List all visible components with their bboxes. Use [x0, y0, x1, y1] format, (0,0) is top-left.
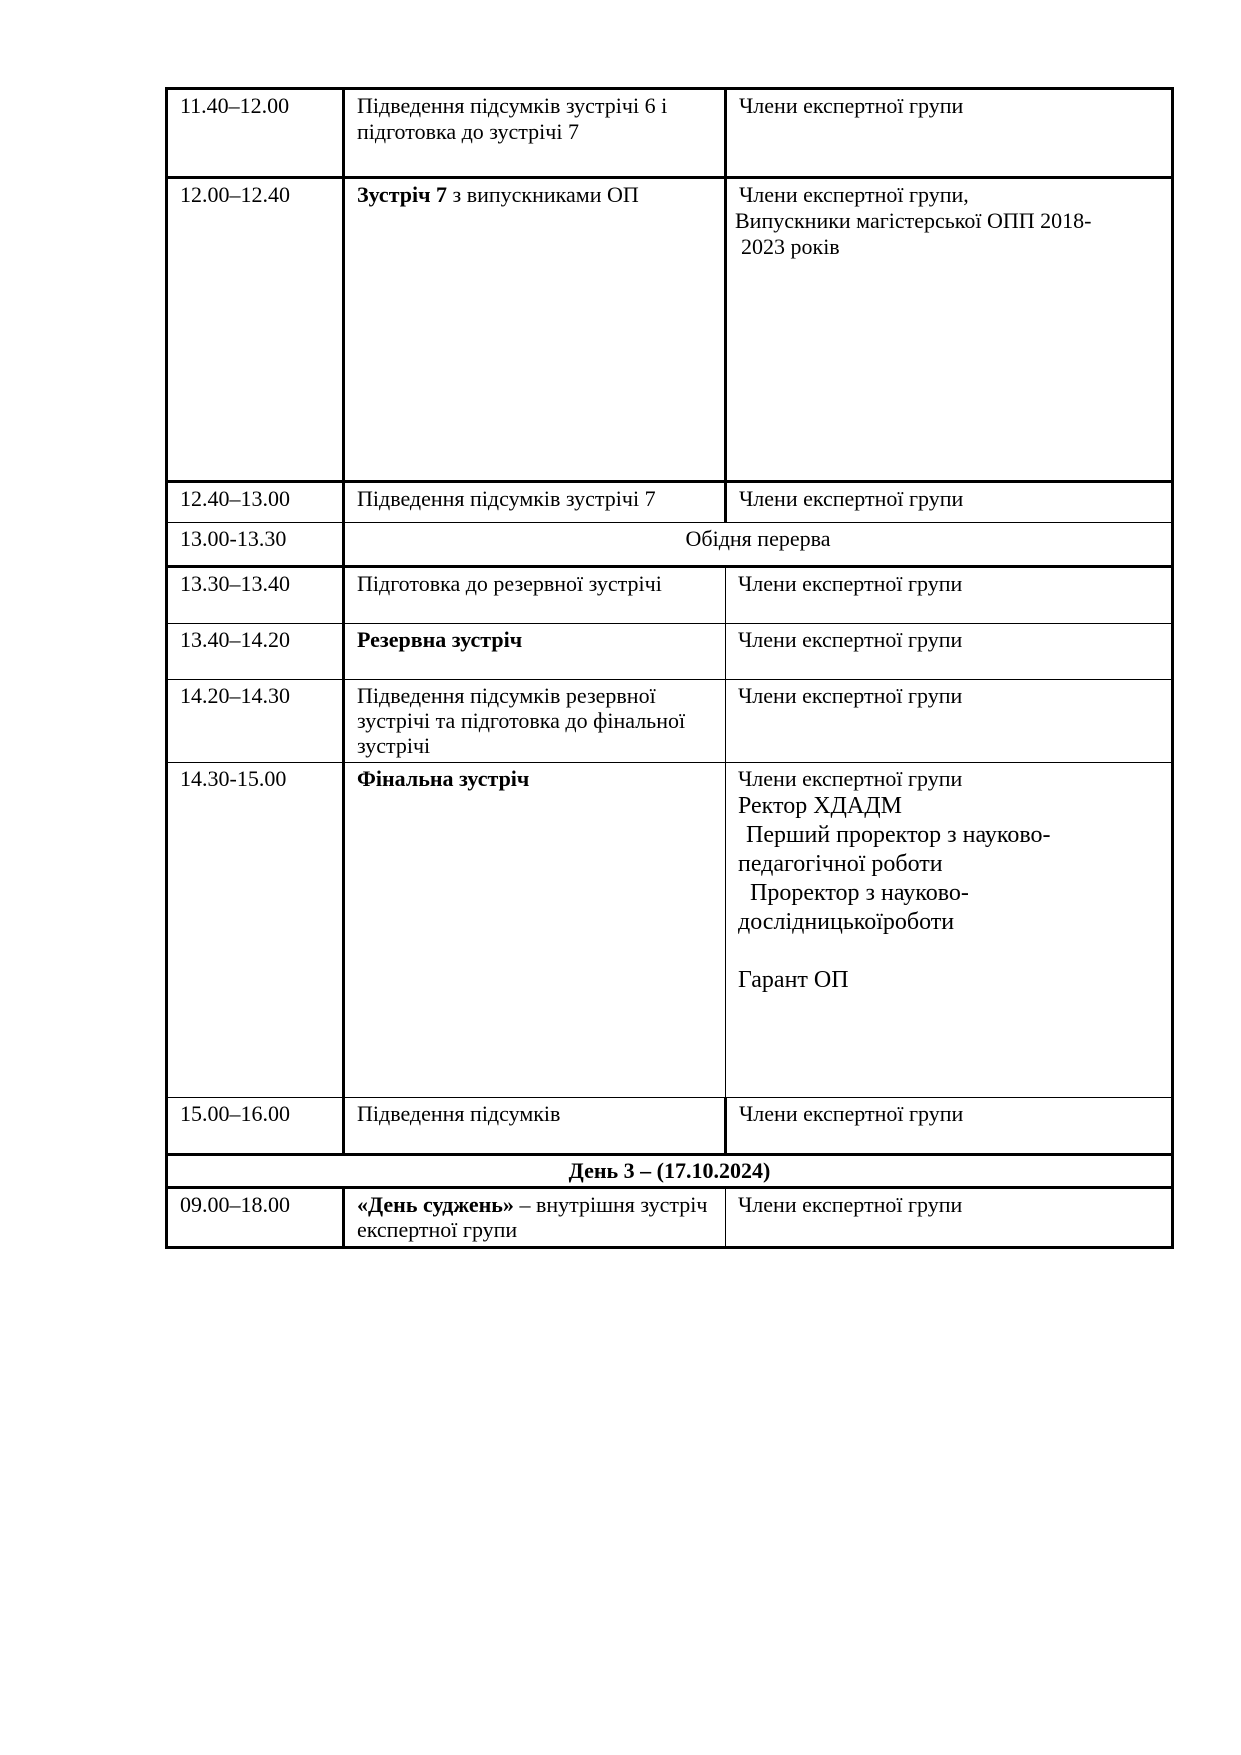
time-cell: 11.40–12.00 — [167, 89, 344, 178]
activity-cell: Підведення підсумків резервної зустрічі та підготовка до фінальної зустрічі — [344, 680, 726, 763]
day-header-row — [167, 1155, 1173, 1188]
activity-cell — [344, 178, 726, 482]
participants-line: Перший проректор з науково- — [746, 822, 1051, 848]
participants-cell: Члени експертної групи — [726, 1098, 1173, 1155]
participants-cell: Члени експертної групи — [726, 624, 1173, 680]
schedule-table — [165, 87, 1174, 1249]
participants-cell — [726, 178, 1173, 482]
activity-bold-text: Зустріч 7 — [357, 182, 448, 207]
time-cell: 13.30–13.40 — [167, 567, 344, 624]
time-cell: 09.00–18.00 — [167, 1188, 344, 1248]
activity-cell — [344, 1188, 726, 1248]
participants-cell: Члени експертної групи — [726, 680, 1173, 763]
table-row — [167, 624, 1173, 680]
activity-cell: Підведення підсумків — [344, 1098, 726, 1155]
participants-line: Члени експертної групи, — [739, 182, 969, 207]
time-cell: 12.40–13.00 — [167, 482, 344, 523]
time-cell: 14.20–14.30 — [167, 680, 344, 763]
day-header: День 3 – (17.10.2024) — [167, 1155, 1173, 1188]
time-cell: 13.40–14.20 — [167, 624, 344, 680]
activity-text: – внутрішня зустріч експертної групи — [357, 1192, 708, 1242]
participants-cell: Члени експертної групи — [726, 89, 1173, 178]
participants-line: Члени експертної групи — [738, 766, 963, 791]
activity-cell: Підведення підсумків зустрічі 7 — [344, 482, 726, 523]
table-row — [167, 763, 1173, 1098]
participants-line — [738, 937, 1159, 966]
participants-cell: Члени експертної групи — [726, 1188, 1173, 1248]
table-row — [167, 1188, 1173, 1248]
time-cell: 12.00–12.40 — [167, 178, 344, 482]
participants-cell: Члени експертної групи — [726, 567, 1173, 624]
activity-text: з випускниками ОП — [447, 182, 639, 207]
table-row — [167, 567, 1173, 624]
participants-line: Гарант ОП — [738, 967, 849, 993]
participants-cell — [726, 763, 1173, 1098]
time-cell: 14.30-15.00 — [167, 763, 344, 1098]
participants-line: педагогічної роботи — [738, 851, 943, 877]
participants-line: Ректор ХДАДМ — [738, 793, 902, 819]
time-cell: 13.00-13.30 — [167, 523, 344, 567]
activity-cell: Підготовка до резервної зустрічі — [344, 567, 726, 624]
participants-line: Проректор з науково- — [750, 880, 969, 906]
table-row — [167, 178, 1173, 482]
table-row — [167, 680, 1173, 763]
participants-cell: Члени експертної групи — [726, 482, 1173, 523]
table-row — [167, 89, 1173, 178]
activity-bold-text: «День суджень» — [357, 1192, 514, 1217]
time-cell: 15.00–16.00 — [167, 1098, 344, 1155]
activity-cell: Резервна зустріч — [344, 624, 726, 680]
participants-line: Випускники магістерської ОПП 2018- — [735, 208, 1092, 233]
lunch-break-cell: Обідня перерва — [344, 523, 1173, 567]
activity-cell: Фінальна зустріч — [344, 763, 726, 1098]
participants-line: 2023 років — [741, 234, 840, 259]
table-row — [167, 1098, 1173, 1155]
activity-cell: Підведення підсумків зустрічі 6 і підготовка до зустрічі 7 — [344, 89, 726, 178]
participants-line: дослідницькоїроботи — [738, 909, 955, 935]
table-row — [167, 482, 1173, 523]
table-row — [167, 523, 1173, 567]
